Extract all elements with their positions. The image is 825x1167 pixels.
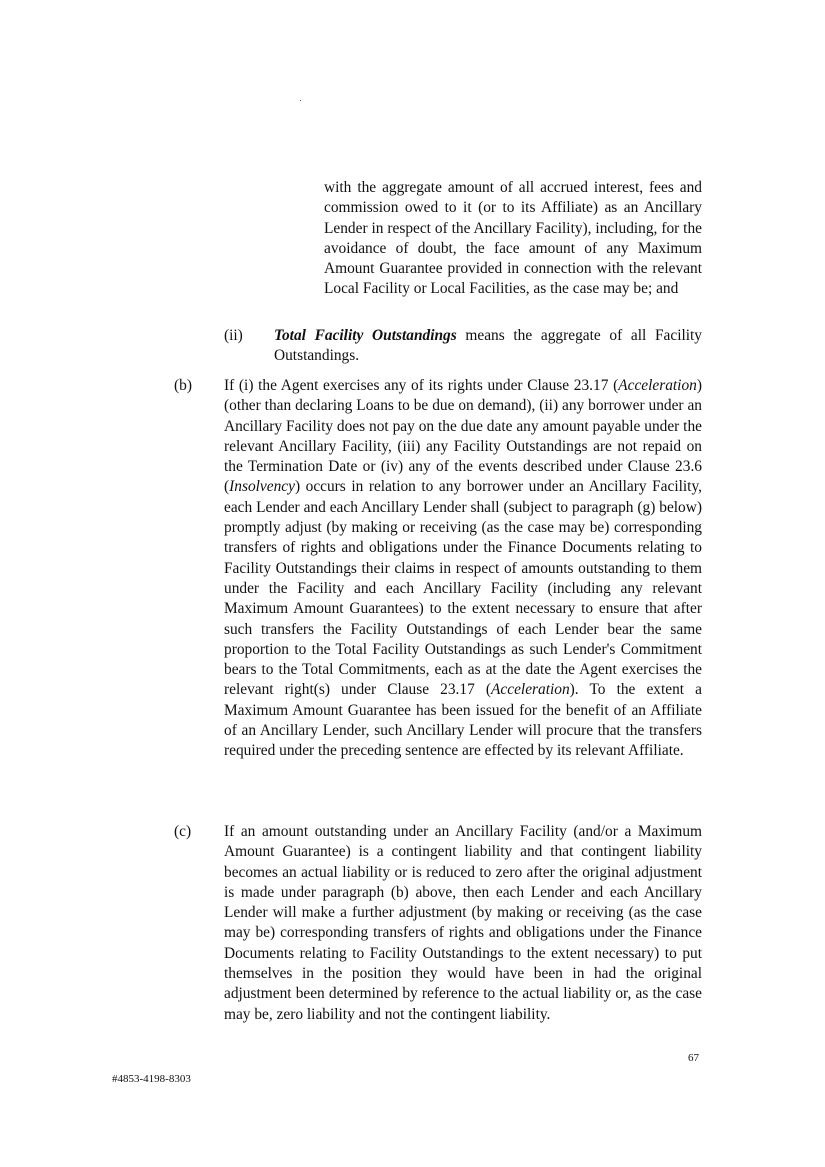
item-ii-definition (274, 326, 702, 367)
definition-text: means the aggregate of all Facility Outstandings. (274, 327, 702, 365)
paragraph-b-text-4: ). To the extent a Maximum Amount Guarantee has been issued for the benefit of an Affiliate of an Ancillary Lender, such Ancillary Lender will procure that the transfers required under the preceding sentence are effected by its relevant Affiliate. (224, 681, 702, 760)
clause-reference-insolvency: Insolvency (229, 478, 295, 496)
paragraph-b-text-3: ) occurs in relation to any borrower under an Ancillary Facility, each Lender and each Ancillary Lender shall (subject to paragraph (g) below) promptly adjust (by making or receiving (as the case may be) corresponding transfers of rights and obligations under the Finance Documents relating to Facility Outstandings their claims in respect of amounts outstanding to them under the Facility and each Ancillary Facility (including any relevant Maximum Amount Guarantees) to the extent necessary to ensure that after such transfers the Facility Outstandings of each Lender bear the same proportion to the Total Facility Outstandings as such Lender's Commitment bears to the Total Commitments, each as at the date the Agent exercises the relevant right(s) under Clause 23.17 ( (224, 478, 702, 699)
continuation-paragraph: with the aggregate amount of all accrued interest, fees and commission owed to it (or to its Affiliate) as an Ancillary Lender in respect of the Ancillary Facility), including, for the avoidance of doubt, the face amount of any Maximum Amount Guarantee provided in connection with the relevant Local Facility or Local Facilities, as the case may be; and (324, 179, 702, 298)
paragraph-b (224, 376, 702, 762)
stray-mark (300, 100, 301, 101)
clause-reference-acceleration-2: Acceleration (491, 681, 570, 699)
paragraph-c: If an amount outstanding under an Ancillary Facility (and/or a Maximum Amount Guarantee) is a contingent liability and that contingent liability becomes an actual liability or is reduced to zero after the original adjustment is made under paragraph (b) above, then each Lender and each Ancillary Lender will make a further adjustment (by making or receiving (as the case may be) corresponding transfers of rights and obligations under the Finance Documents relating to Facility Outstandings to the extent necessary) to put themselves in the position they would have been in had the original adjustment been determined by reference to the actual liability or, as the case may be, zero liability and not the contingent liability. (224, 823, 702, 1023)
item-ii-label: (ii) (224, 327, 243, 344)
paragraph-b-text-2: ) (other than declaring Loans to be due on demand), (ii) any borrower under an Ancillary Facility does not pay on the due date any amount payable under the relevant Ancillary Facility, (iii) any Facility Outstandings are not repaid on the Termination Date or (iv) any of the events described under Clause 23.6 ( (224, 377, 702, 496)
paragraph-b-label: (b) (174, 377, 192, 394)
page-number: 67 (688, 1052, 699, 1064)
defined-term: Total Facility Outstandings (274, 327, 457, 344)
paragraph-b-text-1: If (i) the Agent exercises any of its rights under Clause 23.17 ( (224, 377, 619, 394)
paragraph-c-label: (c) (174, 823, 192, 840)
document-id: #4853-4198-8303 (112, 1073, 191, 1085)
clause-reference-acceleration: Acceleration (618, 377, 697, 394)
